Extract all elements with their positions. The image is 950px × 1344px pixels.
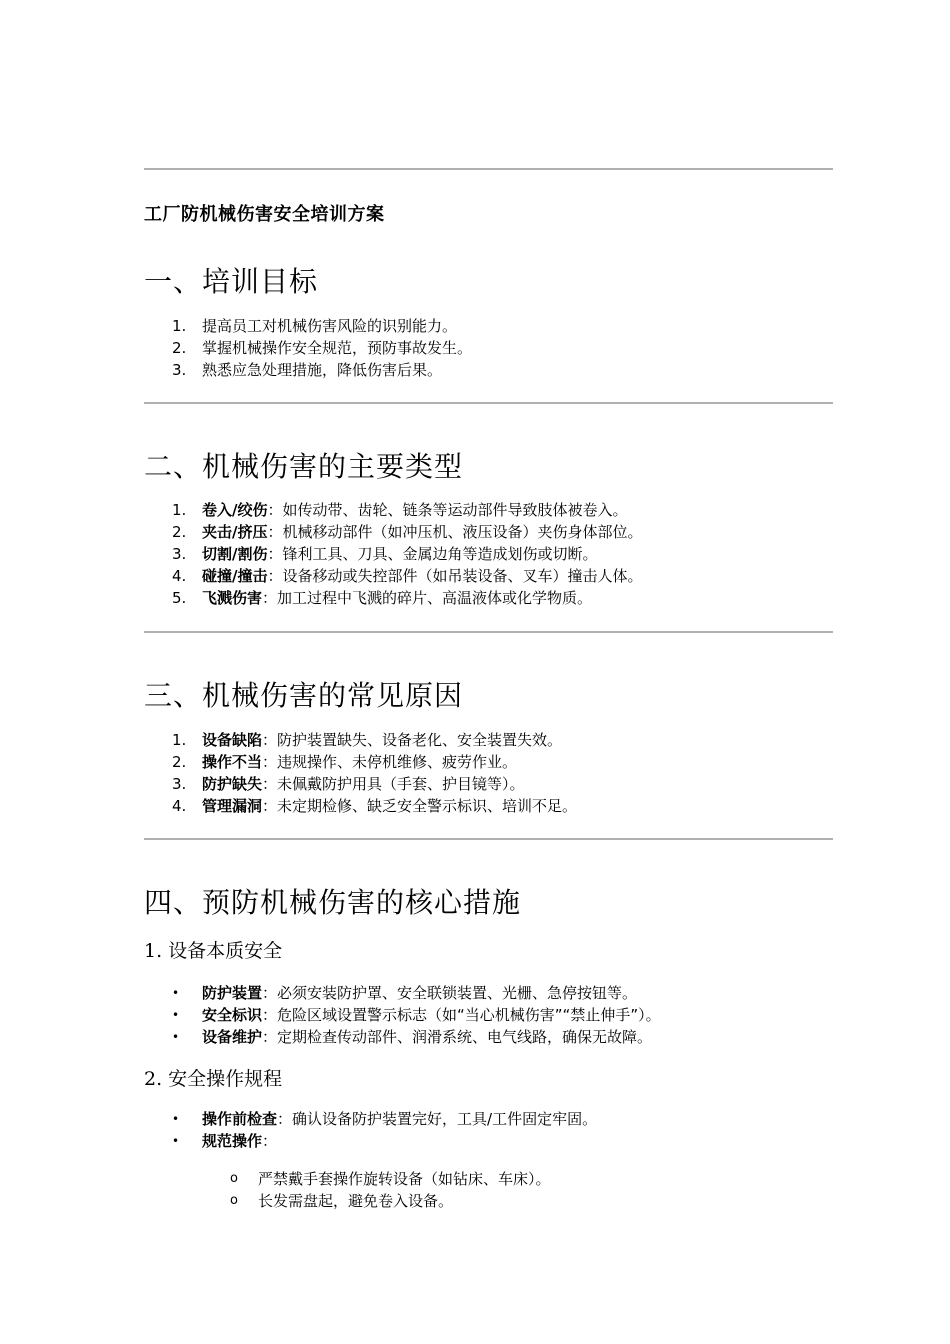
section-heading-causes: 三、机械伤害的常见原因 [144, 679, 464, 712]
section-heading-types: 二、机械伤害的主要类型 [144, 450, 464, 483]
divider [144, 168, 833, 170]
divider [144, 838, 833, 840]
divider [144, 402, 833, 404]
section-heading-goals: 一、培训目标 [144, 265, 319, 298]
subsection-title-equipment-safety: 1. 设备本质安全 [144, 940, 283, 962]
subsection-title-operating-rules: 2. 安全操作规程 [144, 1068, 283, 1090]
divider [144, 631, 833, 633]
section-heading-measures: 四、预防机械伤害的核心措施 [144, 886, 522, 919]
document-title: 工厂防机械伤害安全培训方案 [144, 204, 385, 225]
